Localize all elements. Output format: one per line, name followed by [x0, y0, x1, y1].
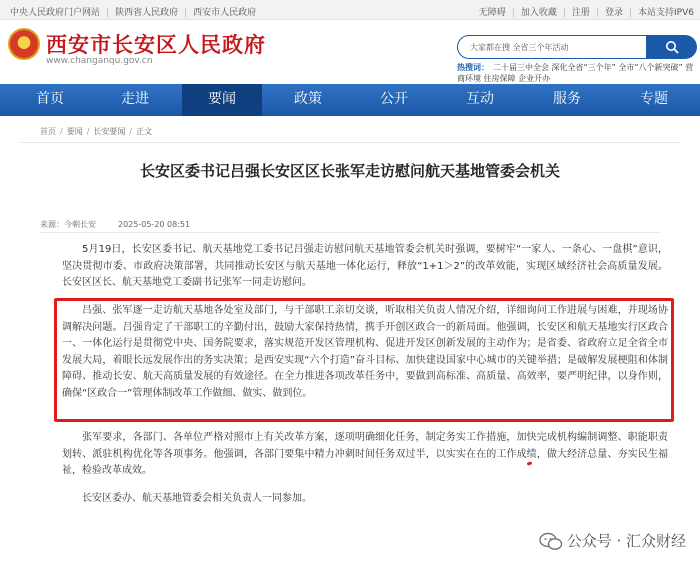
- ipv6-badge: 本站支持IPV6: [638, 8, 694, 18]
- site-header: [0, 20, 700, 84]
- breadcrumb: 首页 / 要闻 / 长安要闻 / 正文: [40, 127, 153, 136]
- link-shaanxi-gov[interactable]: 陕西省人民政府: [115, 8, 179, 18]
- divider: [20, 142, 680, 143]
- article-date: 2025-05-20 08:51: [118, 220, 191, 229]
- login-link[interactable]: 登录: [604, 8, 623, 18]
- link-xian-gov[interactable]: 西安市人民政府: [193, 8, 257, 18]
- article-meta: [40, 219, 190, 230]
- hot-search-label: 热搜词：: [457, 63, 489, 72]
- wechat-watermark: [539, 530, 686, 552]
- nav-policy[interactable]: 政策: [294, 91, 322, 107]
- nav-home[interactable]: 首页: [36, 91, 64, 107]
- wechat-logo-icon: [539, 532, 563, 552]
- nav-news[interactable]: 要闻: [182, 84, 262, 116]
- red-highlight-box: [54, 298, 674, 422]
- breadcrumb-changan-news[interactable]: 长安要闻: [93, 127, 126, 136]
- site-title[interactable]: 西安市长安区人民政府: [46, 32, 266, 57]
- link-central-gov[interactable]: 中央人民政府门户网站: [10, 8, 101, 18]
- nav-service[interactable]: 服务: [553, 91, 581, 107]
- favorite-link[interactable]: 加入收藏: [520, 8, 557, 18]
- watermark-text: 公众号 · 汇众财经: [566, 532, 686, 550]
- top-utility-bar: [0, 0, 700, 20]
- breadcrumb-home[interactable]: 首页: [40, 127, 56, 136]
- search-button[interactable]: [647, 35, 697, 59]
- breadcrumb-news[interactable]: 要闻: [66, 127, 83, 136]
- article-source: 来源：今朝长安: [40, 220, 96, 229]
- register-link[interactable]: 注册: [571, 8, 590, 18]
- main-nav: [0, 84, 700, 116]
- search-input[interactable]: 大家都在搜 全省三个年活动: [457, 35, 647, 59]
- gov-portal-links: 中央人民政府门户网站 | 陕西省人民政府 | 西安市人民政府: [10, 8, 257, 18]
- nav-public[interactable]: 公开: [380, 91, 408, 107]
- accessibility-link[interactable]: 无障碍: [478, 8, 506, 18]
- nav-interaction[interactable]: 互动: [466, 91, 494, 107]
- article-title: 长安区委书记吕强长安区区长张军走访慰问航天基地管委会机关: [139, 162, 560, 180]
- article-paragraph-highlighted: 吕强、张军逐一走访航天基地各处室及部门，与干部职工亲切交谈，听取相关负责人情况介绍，详细询问工作进展与困难，并现场协调解决问题。吕强肯定了干部职工的辛勤付出，鼓励大家保持热情，携手开创区政合一的新局面。他强调，长安区和航天基地实行区政合一、一体化运行是贯彻党中央、国务院要求，落实规范开发区管理机构、促进开发区创新发展的主动作为；是省委、省政府立足全省全市发展大局，着眼长远发展作出的务实决策；是西安实现“六个打造”奋斗目标、加快建设国家中心城市的关键举措；是破解发展梗阻和体制障碍、推动长安、航天高质量发展的有效途径。在全力推进各项改革任务中，要做到高标准、高质量、高效率，要严明纪律，以身作则，确保“区政合一”管理体制改革工作做细、做实、做到位。: [62, 305, 668, 399]
- breadcrumb-current: 正文: [136, 127, 153, 136]
- hot-search-list[interactable]: 二十届三中全会 深化全省“三个年” 全市“八个新突破” 营商环境 住房保障 企业开办: [457, 63, 694, 83]
- account-links: 无障碍 | 加入收藏 | 注册 | 登录 | 本站支持IPV6: [478, 8, 694, 18]
- national-emblem-icon: [8, 28, 40, 60]
- nav-about[interactable]: 走进: [121, 91, 149, 107]
- divider: [40, 232, 660, 233]
- article-paragraph: 长安区委办、航天基地管委会相关负责人一同参加。: [82, 493, 312, 504]
- nav-topics[interactable]: 专题: [640, 91, 668, 107]
- search-icon: [665, 40, 679, 54]
- site-domain: www.changanqu.gov.cn: [46, 56, 153, 66]
- hot-search-terms: [457, 62, 697, 84]
- article-paragraph: 张军要求，各部门、各单位严格对照市上有关改革方案，逐项明确细化任务，制定务实工作措施，加快完成机构编制调整、职能职责划转、派驻机构优化等各项事务。他强调，各部门要集中精力冲刺时间任务双过半，以实实在在的工作成绩，做大经济总量、夯实民生福祉，检验改革成效。: [62, 432, 668, 476]
- article-paragraph: 5月19日，长安区委书记、航天基地党工委书记吕强走访慰问航天基地管委会机关时强调，要树牢“一家人、一条心、一盘棋”意识，坚决贯彻市委、市政府决策部署，共同推动长安区与航天基地一体化运行，释放“1+1＞2”的改革效能，实现区域经济社会高质量发展。长安区区长、航天基地党工委副书记张军一同走访慰问。: [62, 244, 668, 288]
